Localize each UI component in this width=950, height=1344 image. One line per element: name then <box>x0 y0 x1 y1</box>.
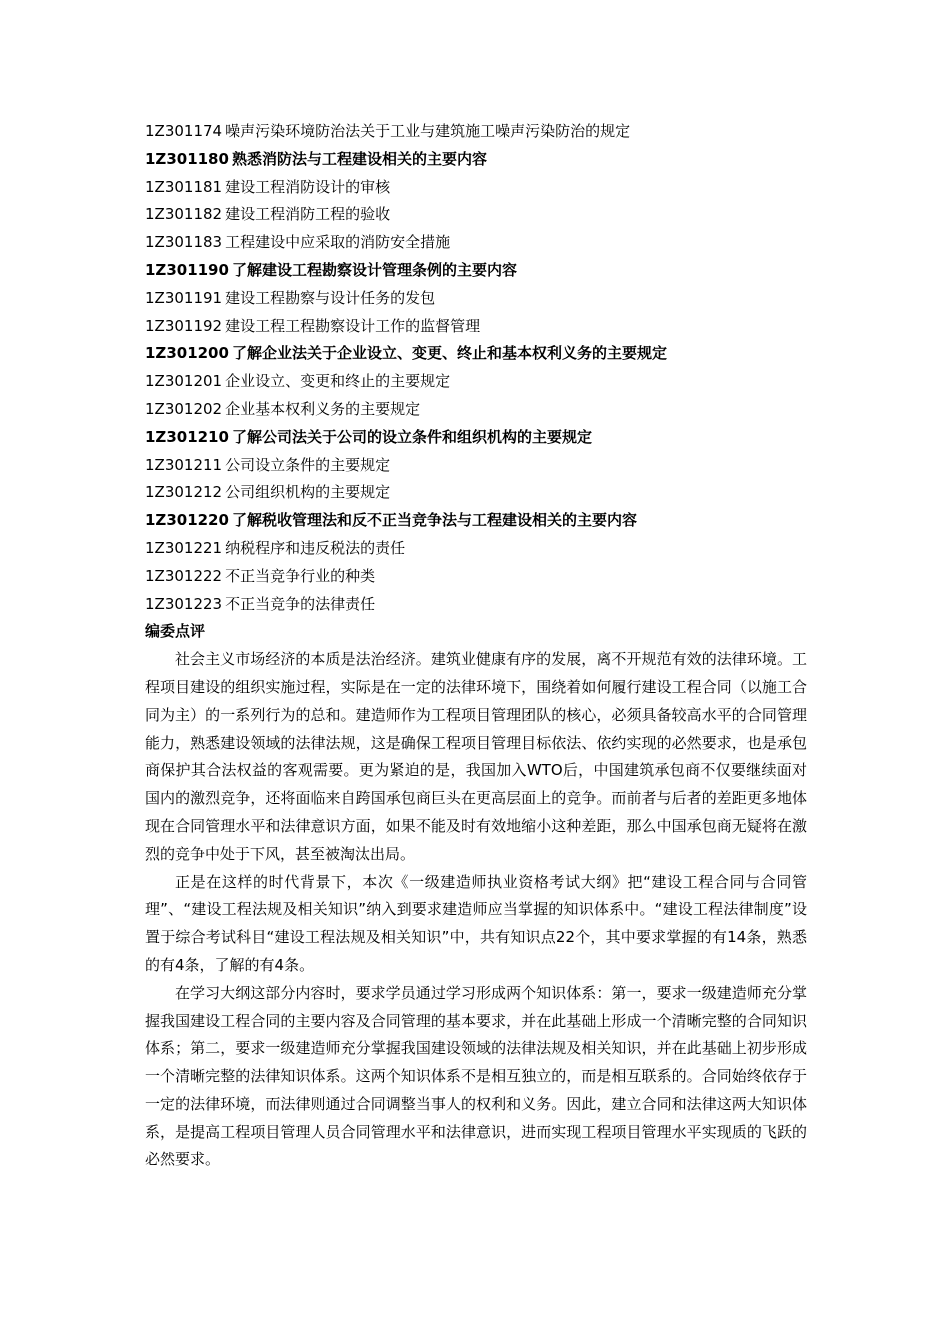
outline-code: 1Z301182 <box>145 205 223 224</box>
outline-text: 不正当竞争行业的种类 <box>225 566 376 585</box>
outline-text: 了解建设工程勘察设计管理条例的主要内容 <box>231 260 517 279</box>
outline-item <box>145 563 807 591</box>
outline-code: 1Z301181 <box>145 177 223 196</box>
outline-code: 1Z301210 <box>145 427 229 446</box>
outline-heading <box>145 257 807 285</box>
document-page <box>145 118 807 1174</box>
outline-code: 1Z301212 <box>145 483 223 502</box>
outline-item <box>145 479 807 507</box>
outline-item <box>145 396 807 424</box>
outline-text: 了解企业法关于企业设立、变更、终止和基本权利义务的主要规定 <box>231 344 667 363</box>
outline-heading <box>145 424 807 452</box>
outline-code: 1Z301221 <box>145 538 223 557</box>
outline-list <box>145 118 807 618</box>
outline-text: 公司设立条件的主要规定 <box>225 455 391 474</box>
outline-text: 建设工程勘察与设计任务的发包 <box>225 288 436 307</box>
outline-code: 1Z301211 <box>145 455 223 474</box>
outline-code: 1Z301191 <box>145 288 223 307</box>
outline-item <box>145 535 807 563</box>
body-paragraph: 社会主义市场经济的本质是法治经济。建筑业健康有序的发展，离不开规范有效的法律环境。工程项目建设的组织实施过程，实际是在一定的法律环境下，围绕着如何履行建设工程合同（以施工合同为主）的一系列行为的总和。建造师作为工程项目管理团队的核心，必须具备较高水平的合同管理能力，熟悉建设领域的法律法规，这是确保工程项目管理目标依法、依约实现的必然要求，也是承包商保护其合法权益的客观需要。更为紧迫的是，我国加入WTO后，中国建筑承包商不仅要继续面对国内的激烈竞争，还将面临来自跨国承包商巨头在更高层面上的竞争。而前者与后者的差距更多地体现在合同管理水平和法律意识方面，如果不能及时有效地缩小这种差距，那么中国承包商无疑将在激烈的竞争中处于下风，甚至被淘汰出局。 <box>145 650 807 863</box>
outline-text: 纳税程序和违反税法的责任 <box>225 538 406 557</box>
outline-item <box>145 591 807 619</box>
outline-text: 企业设立、变更和终止的主要规定 <box>225 372 451 391</box>
outline-code: 1Z301190 <box>145 260 229 279</box>
outline-text: 熟悉消防法与工程建设相关的主要内容 <box>231 149 487 168</box>
outline-text: 噪声污染环境防治法关于工业与建筑施工噪声污染防治的规定 <box>225 122 631 140</box>
outline-code: 1Z301202 <box>145 399 223 418</box>
outline-code: 1Z301192 <box>145 316 223 335</box>
outline-item <box>145 452 807 480</box>
outline-item <box>145 201 807 229</box>
outline-text: 了解公司法关于公司的设立条件和组织机构的主要规定 <box>231 427 592 446</box>
outline-code: 1Z301201 <box>145 372 223 391</box>
outline-code: 1Z301223 <box>145 594 223 613</box>
section-title: 编委点评 <box>145 622 206 641</box>
outline-text: 建设工程消防工程的验收 <box>225 205 391 224</box>
outline-item <box>145 229 807 257</box>
outline-item <box>145 285 807 313</box>
outline-text: 建设工程消防设计的审核 <box>225 177 391 196</box>
outline-code: 1Z301200 <box>145 344 229 363</box>
outline-text: 不正当竞争的法律责任 <box>225 594 376 613</box>
outline-heading <box>145 507 807 535</box>
outline-code: 1Z301180 <box>145 149 229 168</box>
outline-code: 1Z301183 <box>145 233 223 252</box>
outline-item <box>145 368 807 396</box>
outline-heading <box>145 340 807 368</box>
outline-text: 企业基本权利义务的主要规定 <box>225 399 421 418</box>
outline-code: 1Z301222 <box>145 566 223 585</box>
body-paragraph: 正是在这样的时代背景下，本次《一级建造师执业资格考试大纲》把“建设工程合同与合同管理”、“建设工程法规及相关知识”纳入到要求建造师应当掌握的知识体系中。“建设工程法律制度”设置于综合考试科目“建设工程法规及相关知识”中，共有知识点22个，其中要求掌握的有14条，熟悉的有4条，了解的有4条。 <box>145 872 807 974</box>
outline-item <box>145 118 807 146</box>
outline-item <box>145 174 807 202</box>
outline-heading <box>145 146 807 174</box>
outline-text: 了解税收管理法和反不正当竞争法与工程建设相关的主要内容 <box>231 511 637 530</box>
outline-item <box>145 313 807 341</box>
outline-text: 工程建设中应采取的消防安全措施 <box>225 233 451 252</box>
body-paragraph: 在学习大纲这部分内容时，要求学员通过学习形成两个知识体系：第一，要求一级建造师充分掌握我国建设工程合同的主要内容及合同管理的基本要求，并在此基础上形成一个清晰完整的合同知识体系；第二，要求一级建造师充分掌握我国建设领域的法律法规及相关知识，并在此基础上初步形成一个清晰完整的法律知识体系。这两个知识体系不是相互独立的，而是相互联系的。合同始终依存于一定的法律环境，而法律则通过合同调整当事人的权利和义务。因此，建立合同和法律这两大知识体系，是提高工程项目管理人员合同管理水平和法律意识，进而实现工程项目管理水平实现质的飞跃的必然要求。 <box>145 983 807 1169</box>
outline-text: 建设工程工程勘察设计工作的监督管理 <box>225 316 481 335</box>
outline-code: 1Z301174 <box>145 122 223 140</box>
outline-text: 公司组织机构的主要规定 <box>225 483 391 502</box>
outline-code: 1Z301220 <box>145 511 229 530</box>
